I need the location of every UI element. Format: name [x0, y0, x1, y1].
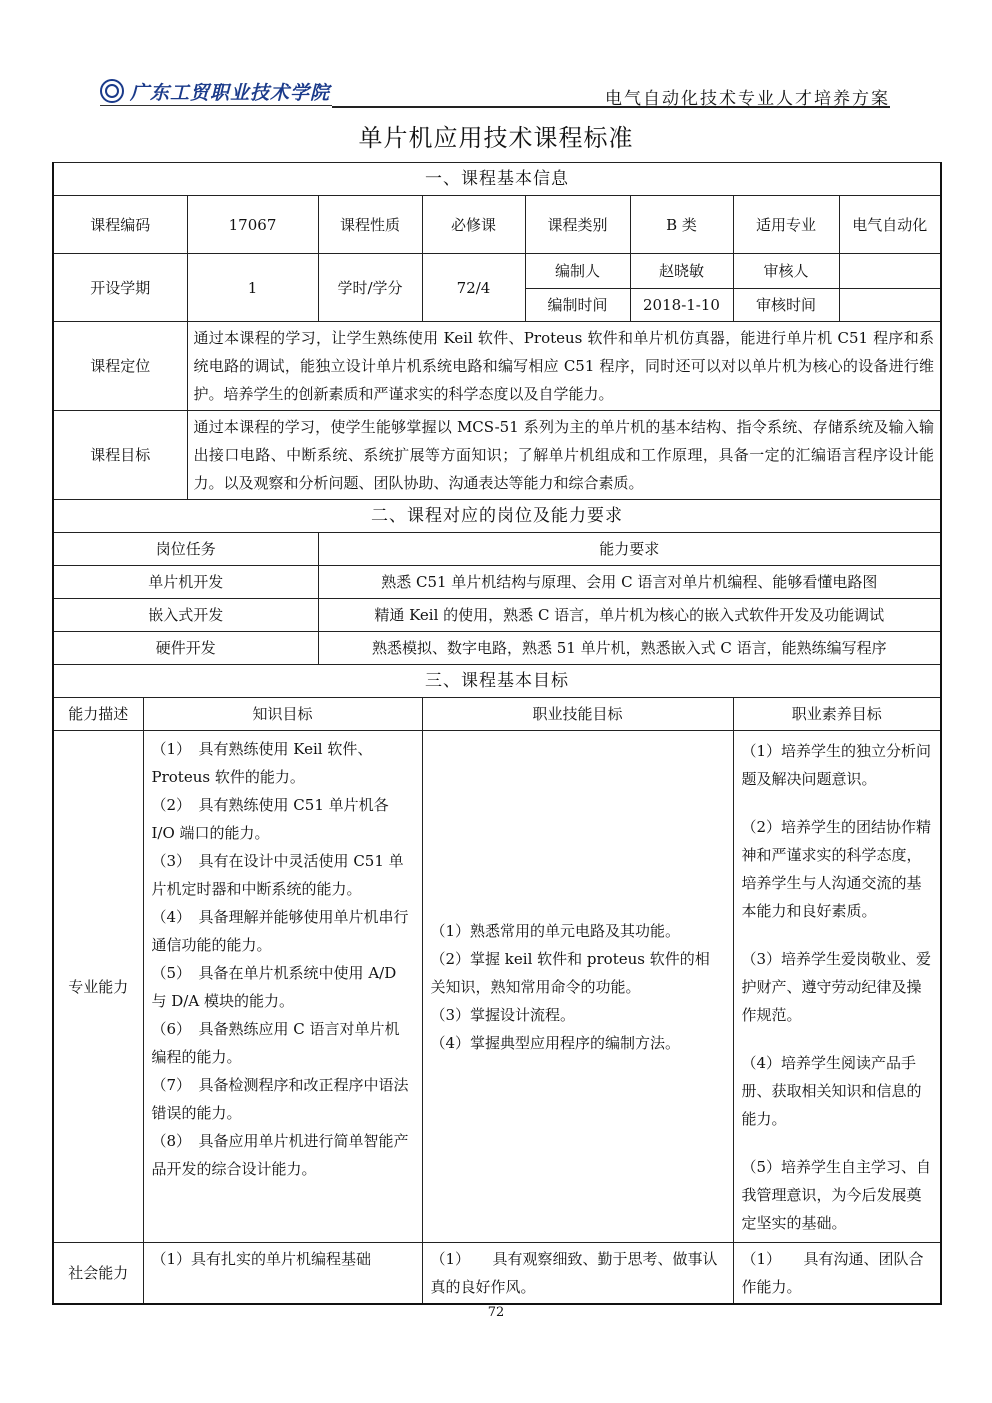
course-standard-table [52, 162, 942, 1305]
knowledge-goal-header: 知识目标 [143, 698, 422, 731]
knowledge-item: （8） 具备应用单片机进行简单智能产品开发的综合设计能力。 [151, 1132, 409, 1178]
social-quality-cell: （1） 具有沟通、团队合作能力。 [733, 1243, 941, 1305]
positioning-label: 课程定位 [53, 322, 187, 411]
job-task-cell: 硬件开发 [53, 632, 318, 665]
semester-value: 1 [187, 254, 318, 322]
school-emblem-icon [100, 79, 124, 103]
knowledge-item: （2） 具有熟练使用 C51 单片机各 I/O 端口的能力。 [151, 796, 389, 842]
applicable-major-label: 适用专业 [733, 196, 839, 254]
skill-item: （3）掌握设计流程。 [430, 1005, 576, 1024]
hours-credits-label: 学时/学分 [318, 254, 422, 322]
compile-date-value: 2018-1-10 [630, 289, 733, 322]
quality-item: （4）培养学生阅读产品手册、获取相关知识和信息的能力。 [741, 1053, 922, 1128]
course-nature-value: 必修课 [422, 196, 525, 254]
ability-requirement-cell: 熟悉模拟、数字电路，熟悉 51 单片机，熟悉嵌入式 C 语言，能熟练编写程序 [318, 632, 941, 665]
professional-ability-label: 专业能力 [53, 731, 143, 1243]
header-rule [332, 106, 890, 108]
compile-date-label: 编制时间 [525, 289, 630, 322]
hours-credits-value: 72/4 [422, 254, 525, 322]
skill-item: （1）熟悉常用的单元电路及其功能。 [430, 921, 681, 940]
skill-goal-header: 职业技能目标 [422, 698, 733, 731]
header-rule-left [100, 105, 332, 106]
job-task-cell: 单片机开发 [53, 566, 318, 599]
quality-item: （2）培养学生的团结协作精神和严谨求实的科学态度，培养学生与人沟通交流的基本能力和良好素质。 [741, 817, 932, 920]
document-title: 单片机应用技术课程标准 [358, 124, 634, 152]
skill-item: （2）掌握 keil 软件和 proteus 软件的相关知识，熟知常用命令的功能。 [430, 949, 710, 996]
section-2-header: 二、课程对应的岗位及能力要求 [53, 500, 941, 533]
semester-label: 开设学期 [53, 254, 187, 322]
knowledge-item: （1） 具有熟练使用 Keil 软件、Proteus 软件的能力。 [151, 740, 373, 786]
knowledge-item: （3） 具有在设计中灵活使用 C51 单片机定时器和中断系统的能力。 [151, 852, 404, 898]
section-1-header: 一、课程基本信息 [53, 163, 941, 196]
course-category-label: 课程类别 [525, 196, 630, 254]
social-ability-label: 社会能力 [53, 1243, 143, 1305]
course-code-value: 17067 [187, 196, 318, 254]
professional-quality-cell [733, 731, 941, 1243]
page-header [100, 76, 890, 108]
school-logo [100, 76, 330, 106]
professional-knowledge-cell [143, 731, 422, 1243]
applicable-major-value: 电气自动化 [839, 196, 941, 254]
positioning-text: 通过本课程的学习，让学生熟练使用 Keil 软件、Proteus 软件和单片机仿真器，能进行单片机 C51 程序和系统电路的调试，能独立设计单片机系统电路和编写相应 C51 程序，同时还可以对以单片机为核心的设备进行维护。培养学生的创新素质和严谨求实的科学态度以及自学能力。 [187, 322, 941, 411]
review-date-value [839, 289, 941, 322]
ability-requirement-cell: 精通 Keil 的使用，熟悉 C 语言，单片机为核心的嵌入式软件开发及功能调试 [318, 599, 941, 632]
school-name: 广东工贸职业技术学院 [130, 81, 331, 104]
social-skill-cell: （1） 具有观察细致、勤于思考、做事认真的良好作风。 [422, 1243, 733, 1305]
reviewer-value [839, 254, 941, 289]
author-value: 赵晓敏 [630, 254, 733, 289]
quality-item: （5）培养学生自主学习、自我管理意识，为今后发展奠定坚实的基础。 [741, 1157, 932, 1232]
job-task-header: 岗位任务 [53, 533, 318, 566]
knowledge-item: （7） 具备检测程序和改正程序中语法错误的能力。 [151, 1076, 409, 1122]
ability-requirement-header: 能力要求 [318, 533, 941, 566]
social-knowledge-cell: （1）具有扎实的单片机编程基础 [143, 1243, 422, 1305]
reviewer-label: 审核人 [733, 254, 839, 289]
course-code-label: 课程编码 [53, 196, 187, 254]
ability-requirement-cell: 熟悉 C51 单片机结构与原理、会用 C 语言对单片机编程、能够看懂电路图 [318, 566, 941, 599]
course-nature-label: 课程性质 [318, 196, 422, 254]
knowledge-item: （5） 具备在单片机系统中使用 A/D 与 D/A 模块的能力。 [151, 964, 397, 1010]
course-category-value: B 类 [630, 196, 733, 254]
ability-desc-header: 能力描述 [53, 698, 143, 731]
review-date-label: 审核时间 [733, 289, 839, 322]
professional-skill-cell [422, 731, 733, 1243]
skill-item: （4）掌握典型应用程序的编制方法。 [430, 1033, 681, 1052]
knowledge-item: （6） 具备熟练应用 C 语言对单片机编程的能力。 [151, 1020, 400, 1066]
section-3-header: 三、课程基本目标 [53, 665, 941, 698]
quality-item: （1）培养学生的独立分析问题及解决问题意识。 [741, 741, 932, 788]
program-title: 电气自动化技术专业人才培养方案 [605, 89, 890, 109]
objectives-text: 通过本课程的学习，使学生能够掌握以 MCS-51 系列为主的单片机的基本结构、指令系统、存储系统及输入输出接口电路、中断系统、系统扩展等方面知识；了解单片机组成和工作原理，具备一定的汇编语言程序设计能力。以及观察和分析问题、团队协助、沟通表达等能力和综合素质。 [187, 411, 941, 500]
knowledge-item: （4） 具备理解并能够使用单片机串行通信功能的能力。 [151, 908, 409, 954]
page-number: 72 [487, 1305, 505, 1320]
job-task-cell: 嵌入式开发 [53, 599, 318, 632]
quality-item: （3）培养学生爱岗敬业、爱护财产、遵守劳动纪律及操作规范。 [741, 949, 932, 1024]
author-label: 编制人 [525, 254, 630, 289]
quality-goal-header: 职业素养目标 [733, 698, 941, 731]
objectives-label: 课程目标 [53, 411, 187, 500]
